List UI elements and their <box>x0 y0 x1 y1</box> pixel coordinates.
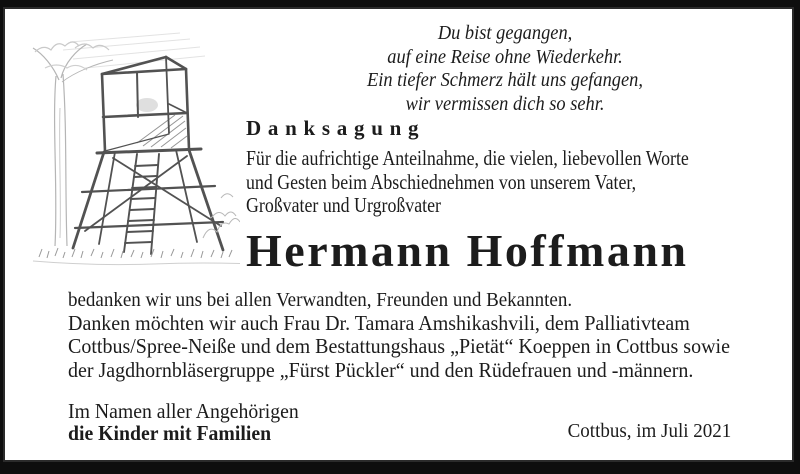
intro-paragraph <box>246 147 767 218</box>
intro-line: und Gesten beim Abschiednehmen von unserem Vater, <box>246 169 637 194</box>
thanks-line: Cottbus/Spree-Neiße und dem Bestattungshaus „Pietät“ Koeppen in Cottbus sowie <box>68 334 730 359</box>
closing-on-behalf: Im Namen aller Angehörigen <box>68 399 299 423</box>
closing-signatories: die Kinder mit Familien <box>68 421 272 445</box>
memorial-notice <box>3 7 794 462</box>
thanks-line: der Jagdhornbläsergruppe „Fürst Pückler“ und den Rüdefrauen und -männern. <box>68 357 694 382</box>
poem-line: auf eine Reise ohne Wiederkehr. <box>387 45 623 68</box>
place-date: Cottbus, im Juli 2021 <box>567 420 731 442</box>
poem-line: Du bist gegangen, <box>437 22 573 44</box>
thanks-paragraph <box>68 289 780 382</box>
deceased-name: Hermann Hoffmann <box>246 225 689 276</box>
danksagung-title: Danksagung <box>246 116 426 140</box>
poem-line: wir vermissen dich so sehr. <box>405 92 605 115</box>
thanks-line: Danken möchten wir auch Frau Dr. Tamara Amshikashvili, dem Palliativteam <box>68 311 690 336</box>
thanks-line: bedanken wir uns bei allen Verwandten, Freunden und Bekannten. <box>68 289 573 311</box>
memorial-poem <box>250 22 760 116</box>
poem-line: Ein tiefer Schmerz hält uns gefangen, <box>367 69 643 91</box>
hunting-stand-illustration <box>25 28 240 268</box>
intro-line: Großvater und Urgroßvater <box>246 193 441 217</box>
intro-line: Für die aufrichtige Anteilnahme, die vielen, liebevollen Worte <box>246 146 689 170</box>
